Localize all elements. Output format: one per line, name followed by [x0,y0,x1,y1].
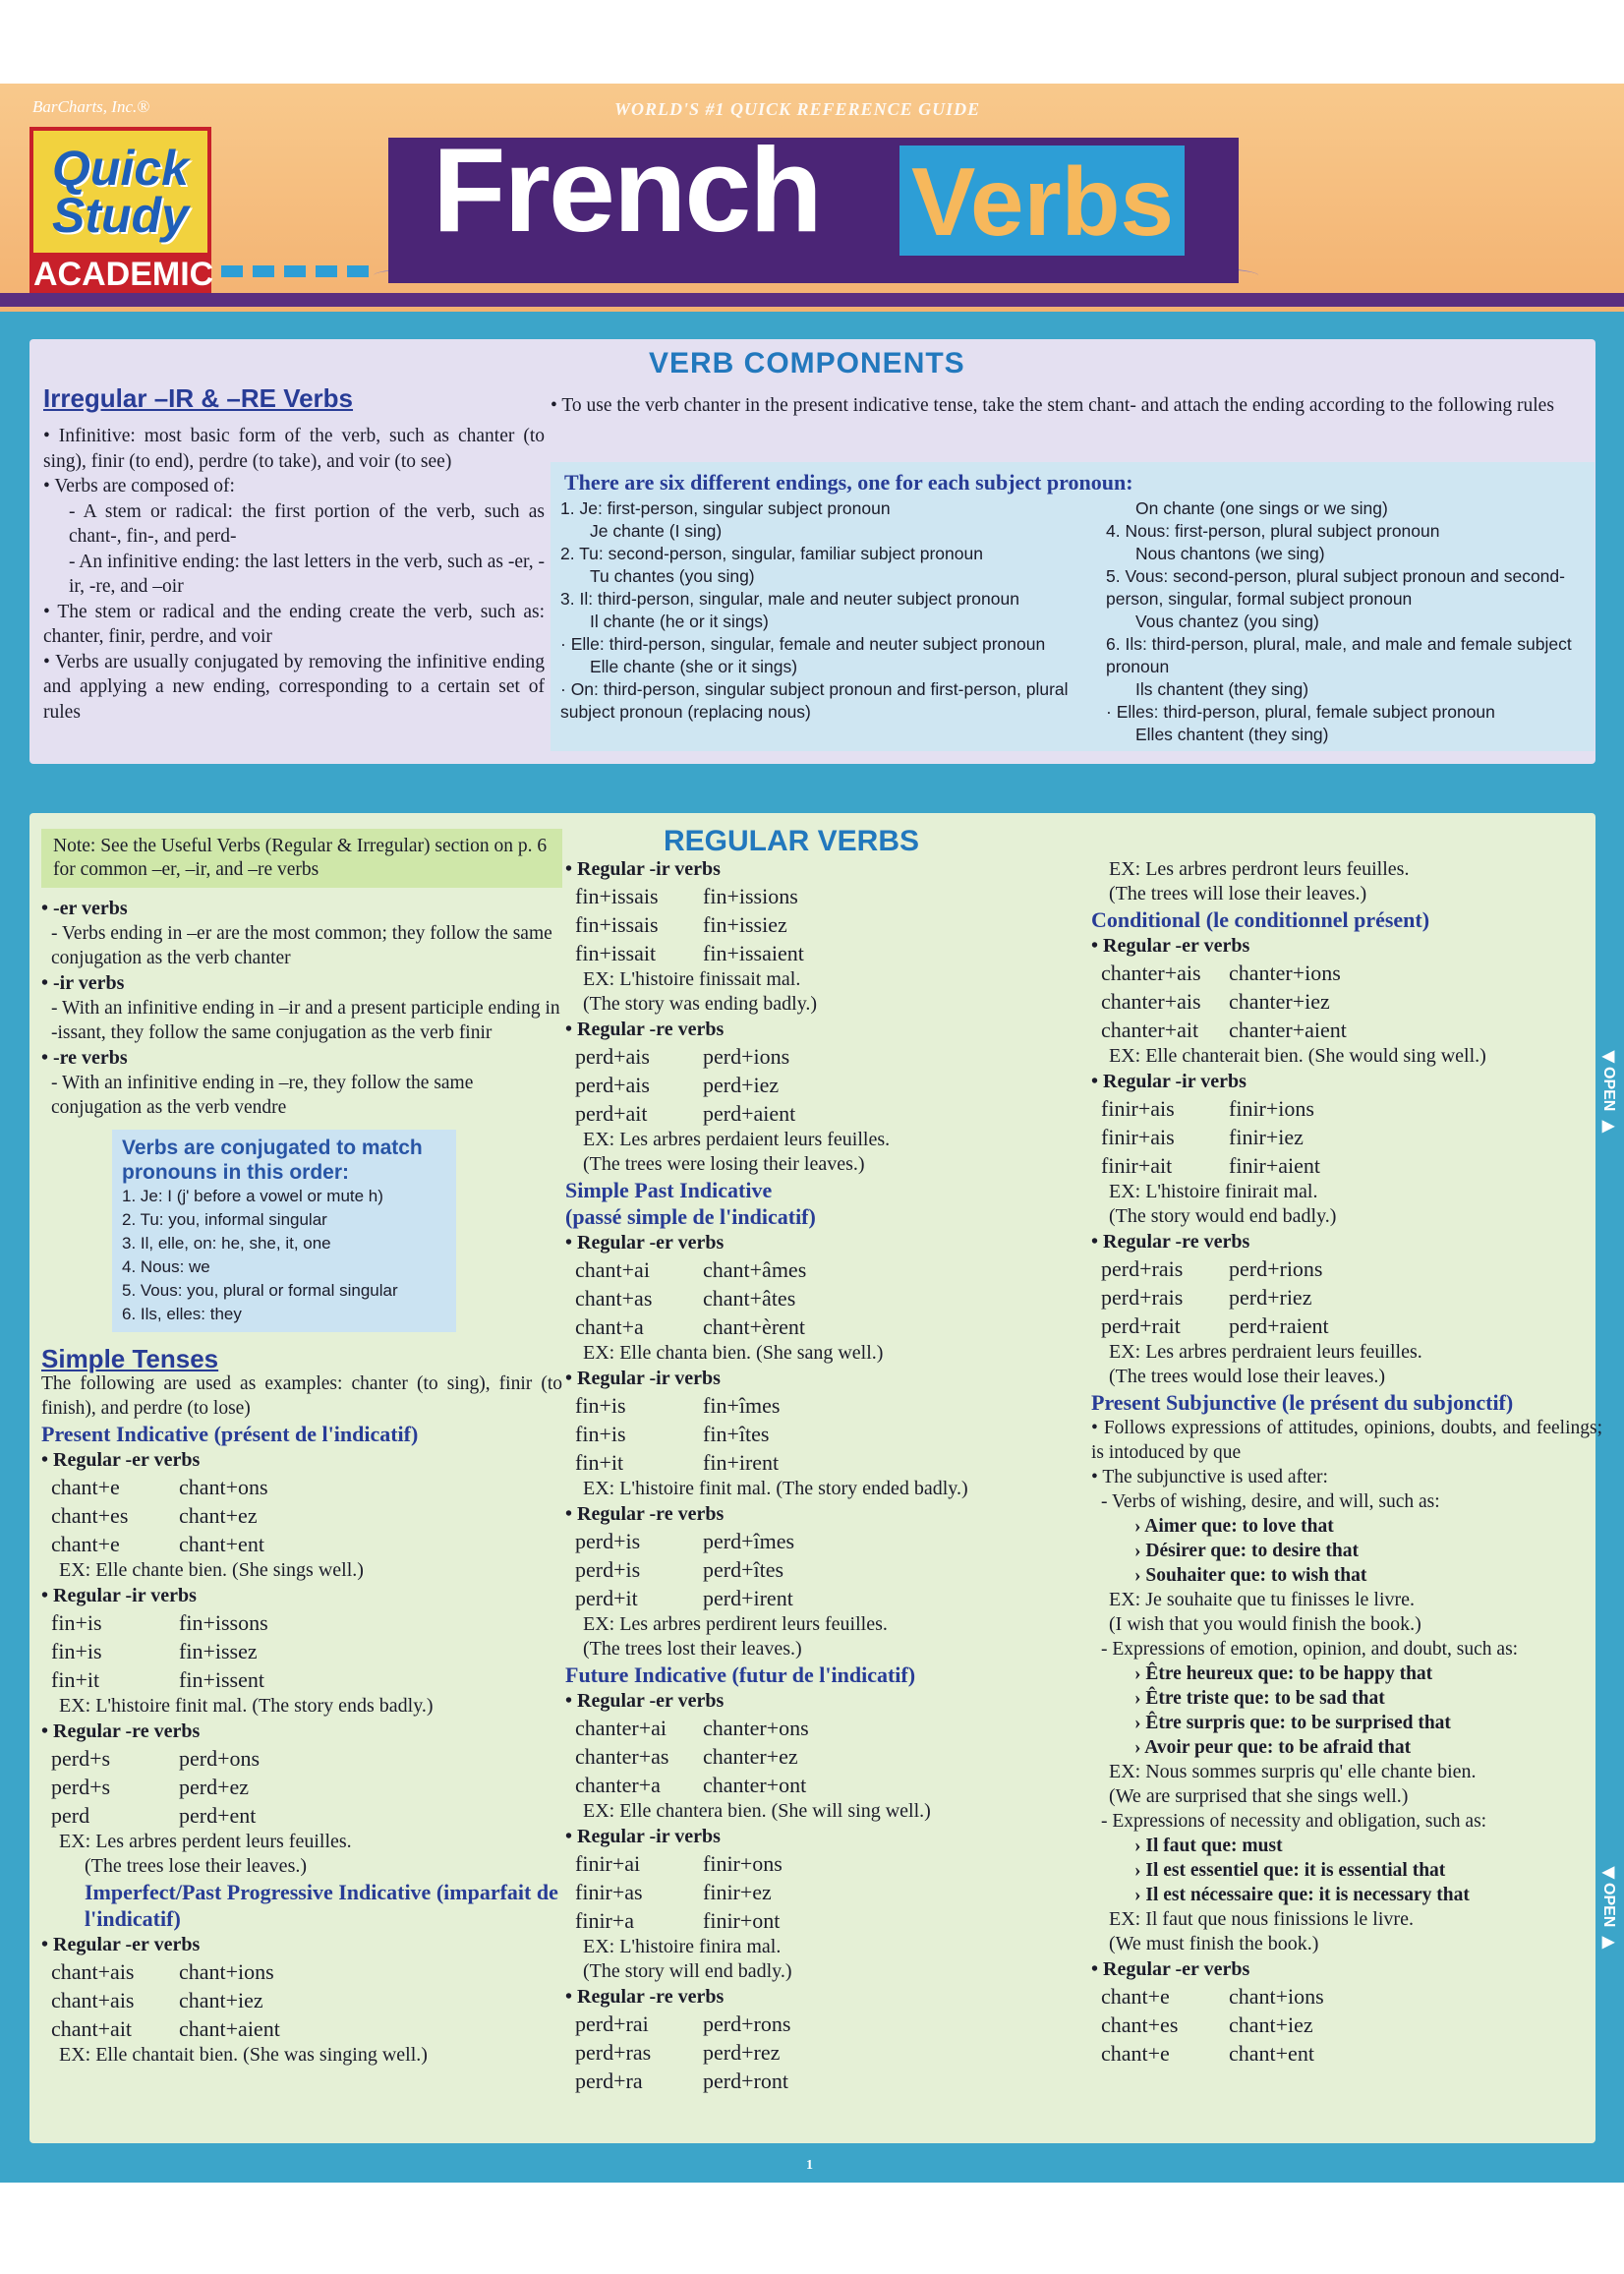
list-item: Ils chantent (they sing) [1135,679,1309,699]
page-title: French [433,123,821,257]
conj-cell: chant+e [1101,1984,1170,2009]
conj-row [1091,1982,1602,2011]
conj-cell: chant+ais [51,1959,135,1984]
conj-cell: chant+e [51,1475,120,1499]
conj-cell: perd+ais [575,1073,650,1097]
conj-cell: perd+irent [703,1586,793,1610]
list-item: › Il est essentiel que: it is essential that [1134,1860,1446,1881]
conj-row [565,1284,1096,1312]
conj-cell: perd+raient [1229,1313,1329,1338]
example: EX: L'histoire finissait mal. [583,968,801,990]
conj-row [565,882,1096,910]
conj-cell: perd+ais [575,1044,650,1069]
irregular-verbs-list [43,424,545,725]
future-title: Future Indicative (futur de l'indicatif) [565,1662,916,1687]
conj-cell: perd+ions [703,1044,790,1069]
conj-row [1091,1283,1602,1312]
endings-left-list [560,497,1072,724]
conj-cell: chant+ais [51,1988,135,2012]
subjunctive-bullet: • Follows expressions of attitudes, opinions, doubts, and feelings; is intoduced by que [1091,1418,1602,1463]
verb-components-intro: • To use the verb chanter in the present indicative tense, take the stem chant- and attach the ending according to the following rules [551,395,1554,416]
conj-cell: chanter+ai [575,1716,667,1740]
ir-verbs-label: • -ir verbs [41,972,125,994]
list-item: 6. Ils, elles: they [122,1305,242,1323]
conj-row [565,1527,1096,1555]
conj-row [565,1312,1096,1341]
conj-label: • Regular -er verbs [1091,1958,1250,1980]
list-item: 5. Vous: second-person, plural subject pronoun and second-person, singular, formal subject pronoun [1106,566,1565,609]
decorative-dash [347,265,369,277]
regular-verbs-heading: REGULAR VERBS [664,825,920,857]
header-banner [0,84,1624,312]
list-item: › Il est nécessaire que: it is necessary that [1134,1885,1470,1905]
list-item: 4. Nous: first-person, plural subject pronoun [1106,521,1440,541]
list-item: • Verbs are usually conjugated by removing the infinitive ending and applying a new ending, corresponding to a certain set of rules [43,651,545,723]
conj-cell: chanter+ons [703,1716,809,1740]
example: EX: Elle chanterait bien. (She would sing well.) [1109,1045,1486,1067]
conj-cell: fin+îmes [703,1393,781,1418]
conj-cell: chanter+ez [703,1744,798,1769]
conj-cell: chanter+ais [1101,989,1201,1014]
list-item: 5. Vous: you, plural or formal singular [122,1281,398,1300]
conj-cell: perd+rais [1101,1285,1184,1310]
pronoun-order-title: Verbs are conjugated to match pronouns in this order: [122,1137,423,1184]
example-translation: (The story will end badly.) [583,1960,792,1982]
list-item: Tu chantes (you sing) [590,566,755,586]
conj-cell: chant+ai [575,1257,650,1282]
conj-cell: fin+is [51,1610,102,1635]
example-translation: (We are surprised that she sings well.) [1109,1785,1409,1807]
conj-row [565,1099,1096,1128]
conj-cell: fin+issaient [703,941,804,965]
subjunctive-necessity-label: - Expressions of necessity and obligation, such as: [1101,1811,1487,1832]
list-item: › Souhaiter que: to wish that [1134,1565,1367,1586]
conj-row [565,1584,1096,1612]
conj-cell: fin+it [51,1667,100,1692]
conj-cell: fin+issais [575,884,659,908]
open-arrow-icon: ◀ [1601,1864,1615,1881]
pronoun-order-box [112,1130,456,1332]
example-translation: (The trees will lose their leaves.) [1109,883,1367,904]
example: EX: Les arbres perdront leurs feuilles. [1109,858,1410,880]
conj-cell: finir+as [575,1880,643,1904]
list-item: • Infinitive: most basic form of the verb, such as chanter (to sing), finir (to end), perdre (to take), and voir (to see) [43,426,545,472]
conj-row [565,1878,1096,1906]
list-item: Il chante (he or it sings) [590,612,769,631]
conj-row [565,1849,1096,1878]
list-item: Nous chantons (we sing) [1135,544,1325,563]
conj-cell: chant+âtes [703,1286,796,1311]
conj-cell: perd [51,1803,90,1828]
conj-cell: chanter+as [575,1744,669,1769]
conj-cell: finir+ait [1101,1153,1173,1178]
conj-cell: fin+issais [575,912,659,937]
conj-row [565,1555,1096,1584]
conj-cell: fin+issons [179,1610,268,1635]
example-translation: (We must finish the book.) [1109,1933,1319,1954]
example-translation: (The story was ending badly.) [583,993,818,1015]
conj-cell: perd+it [575,1586,638,1610]
conj-cell: perd+ras [575,2040,652,2065]
example: EX: L'histoire finirait mal. [1109,1181,1318,1202]
conj-label: • Regular -re verbs [1091,1231,1250,1253]
endings-right-list [1106,497,1588,746]
conj-cell: chant+ait [51,2016,133,2041]
simple-past-title: Simple Past Indicative [565,1178,773,1202]
conj-cell: perd+s [51,1746,111,1771]
conj-row [565,939,1096,967]
subjunctive-emotion-label: - Expressions of emotion, opinion, and doubt, such as: [1101,1639,1519,1660]
conj-row [565,2010,1096,2038]
list-item: 3. Il: third-person, singular, male and neuter subject pronoun [560,589,1019,609]
conj-label: • Regular -ir verbs [41,1585,197,1606]
conj-row [1091,2039,1602,2068]
list-item: • Verbs are composed of: [43,476,235,496]
conj-cell: chant+iez [179,1988,263,2012]
conj-cell: perd+rez [703,2040,781,2065]
conj-row [41,1773,562,1801]
conj-label: • Regular -er verbs [565,1232,725,1254]
list-item: › Être triste que: to be sad that [1134,1688,1385,1709]
list-item: Vous chantez (you sing) [1135,612,1319,631]
simple-tenses-title: Simple Tenses [41,1344,219,1373]
conj-cell: finir+ez [703,1880,772,1904]
list-item: - A stem or radical: the first portion of the verb, such as chant-, fin-, and perd- [69,500,545,547]
imperfect-title: Imperfect/Past Progressive Indicative (imparfait de l'indicatif) [85,1880,558,1931]
conj-cell: chant+as [575,1286,653,1311]
example: EX: L'histoire finira mal. [583,1936,782,1957]
conj-cell: chant+ent [179,1532,264,1556]
conj-row [41,1530,562,1558]
endings-box [551,462,1595,751]
conj-label: • Regular -er verbs [565,1690,725,1712]
conj-cell: finir+aient [1229,1153,1321,1178]
list-item: › Il faut que: must [1134,1836,1283,1856]
decorative-dash [221,265,243,277]
conj-cell: finir+ais [1101,1096,1175,1121]
list-item: 2. Tu: second-person, singular, familiar subject pronoun [560,544,983,563]
conj-cell: chanter+iez [1229,989,1330,1014]
conj-cell: finir+ais [1101,1125,1175,1149]
conj-cell: perd+aient [703,1101,796,1126]
conj-cell: fin+is [575,1422,626,1446]
conj-cell: perd+is [575,1557,641,1582]
conj-label: • Regular -re verbs [565,1986,725,2008]
list-item: - An infinitive ending: the last letters in the verb, such as -er, -ir, -re, and –oir [69,551,545,597]
re-verbs-label: • -re verbs [41,1047,128,1069]
open-tab-label: OPEN [1600,1883,1617,1928]
example-translation: (The trees lost their leaves.) [583,1638,802,1660]
conj-row [41,1744,562,1773]
conj-row [565,1071,1096,1099]
conj-cell: chant+èrent [703,1314,806,1339]
regular-verbs-panel [29,813,1602,2143]
list-item: On chante (one sings or we sing) [1135,498,1388,518]
irregular-verbs-section [43,383,545,725]
subjunctive-wish-label: - Verbs of wishing, desire, and will, such as: [1101,1491,1440,1512]
conj-cell: chant+iez [1229,2012,1313,2037]
conj-label: • Regular -ir verbs [565,1826,721,1847]
conj-row [41,2014,562,2043]
example: EX: Il faut que nous finissions le livre. [1109,1908,1414,1930]
conj-cell: chant+ons [179,1475,268,1499]
conj-cell: chant+e [1101,2041,1170,2066]
conj-cell: chanter+a [575,1773,661,1797]
conj-row [41,1801,562,1830]
conj-cell: perd+rait [1101,1313,1181,1338]
conj-label: • Regular -re verbs [565,1019,725,1040]
conj-row [1091,1123,1602,1151]
conj-label: • Regular -ir verbs [1091,1071,1247,1092]
conj-cell: chanter+ait [1101,1018,1199,1042]
open-arrow-icon: ◀ [1601,1048,1615,1065]
column-3 [1091,857,1602,2068]
conj-cell: fin+issent [179,1667,264,1692]
conj-row [565,1042,1096,1071]
conj-cell: finir+ions [1229,1096,1314,1121]
example: EX: Les arbres perdent leurs feuilles. [59,1831,352,1852]
column-1 [41,829,562,2068]
conj-cell: perd+rons [703,2012,791,2036]
column-2 [565,825,1096,2095]
conj-cell: perd+iez [703,1073,780,1097]
conj-cell: fin+issiez [703,912,787,937]
list-item: › Être surpris que: to be surprised that [1134,1713,1451,1733]
conj-cell: finir+iez [1229,1125,1304,1149]
conj-label: • Regular -ir verbs [565,858,721,880]
conj-row [565,1906,1096,1935]
conj-cell: chant+es [1101,2012,1179,2037]
conj-row [41,1986,562,2014]
conj-label: • Regular -er verbs [1091,935,1250,957]
header-divider [0,293,1624,307]
conj-row [565,2038,1096,2067]
example: EX: Elle chanta bien. (She sang well.) [583,1342,884,1364]
conj-cell: perd+ent [179,1803,257,1828]
conj-row [41,1473,562,1501]
conditional-title: Conditional (le conditionnel présent) [1091,907,1430,932]
open-tab[interactable] [1597,1047,1619,1137]
list-item: 6. Ils: third-person, plural, male, and male and female subject pronoun [1106,634,1572,676]
quickstudy-logo [29,127,214,300]
conj-cell: fin+issions [703,884,798,908]
example: EX: Les arbres perdirent leurs feuilles. [583,1613,888,1635]
conj-cell: chanter+aient [1229,1018,1347,1042]
decorative-dash [284,265,306,277]
list-item: Elle chante (she or it sings) [590,657,798,676]
conj-cell: perd+ra [575,2069,643,2093]
example: EX: Elle chantait bien. (She was singing well.) [59,2044,428,2066]
conj-row [1091,1151,1602,1180]
conj-cell: chant+ions [1229,1984,1324,2009]
conj-row [565,1771,1096,1799]
example-translation: (I wish that you would finish the book.) [1109,1613,1421,1635]
example: EX: Elle chante bien. (She sings well.) [59,1559,364,1581]
list-item: · Elles: third-person, plural, female subject pronoun [1106,702,1495,722]
conj-row [1091,2011,1602,2039]
conj-row [1091,1094,1602,1123]
list-item: › Avoir peur que: to be afraid that [1134,1737,1412,1758]
logo-academic: ACADEMIC [33,253,207,296]
list-item: 4. Nous: we [122,1257,210,1276]
decorative-dash [253,265,274,277]
list-item: 3. Il, elle, on: he, she, it, one [122,1234,331,1253]
conj-row [1091,1254,1602,1283]
page-number: 1 [806,2158,813,2173]
conj-cell: chant+ent [1229,2041,1314,2066]
example: EX: Elle chantera bien. (She will sing well.) [583,1800,931,1822]
conj-cell: perd+ait [575,1101,648,1126]
conj-cell: chant+aient [179,2016,280,2041]
conj-row [565,1448,1096,1477]
conj-row [565,1714,1096,1742]
open-arrow-icon: ▶ [1601,1934,1615,1952]
subjunctive-bullet: • The subjunctive is used after: [1091,1467,1328,1487]
conj-cell: chant+es [51,1503,129,1528]
list-item: Elles chantent (they sing) [1135,725,1329,744]
subjunctive-title: Present Subjunctive (le présent du subjonctif) [1091,1390,1514,1415]
conj-cell: finir+ont [703,1908,781,1933]
conj-label: • Regular -re verbs [41,1720,201,1742]
logo-quick: Quick [52,141,189,196]
conj-row [41,1957,562,1986]
simple-tenses-text: The following are used as examples: chanter (to sing), finir (to finish), and perdre (to lose) [41,1373,562,1419]
conj-cell: chant+e [51,1532,120,1556]
er-verbs-label: • -er verbs [41,898,128,919]
open-tab[interactable] [1597,1863,1619,1953]
page-title-accent: Verbs [911,147,1174,256]
example-translation: (The story would end badly.) [1109,1205,1337,1227]
decorative-dash [316,265,337,277]
conj-cell: perd+îmes [703,1529,795,1553]
conj-cell: finir+a [575,1908,635,1933]
conj-row [41,1637,562,1665]
conj-row [41,1501,562,1530]
verb-components-heading: VERB COMPONENTS [649,347,965,379]
conj-cell: fin+îtes [703,1422,770,1446]
conj-cell: perd+s [51,1775,111,1799]
conj-cell: fin+it [575,1450,624,1475]
conj-row [41,1665,562,1694]
conj-row [565,1420,1096,1448]
publisher-name: BarCharts, Inc.® [32,97,150,116]
example-translation: (The trees lose their leaves.) [85,1855,308,1877]
conj-cell: perd+ons [179,1746,261,1771]
conj-cell: fin+irent [703,1450,780,1475]
example: EX: Les arbres perdaient leurs feuilles. [583,1129,891,1150]
conj-cell: chant+ions [179,1959,274,1984]
conj-cell: fin+is [575,1393,626,1418]
conj-cell: perd+rai [575,2012,649,2036]
conj-cell: fin+is [51,1639,102,1663]
re-verbs-text: - With an infinitive ending in –re, they follow the same conjugation as the verb vendre [51,1073,474,1118]
verb-components-panel [29,339,1595,764]
example-translation: (The trees were losing their leaves.) [583,1153,865,1175]
conj-cell: finir+ons [703,1851,783,1876]
open-tab-label: OPEN [1600,1067,1617,1112]
conj-cell: chanter+ions [1229,961,1341,985]
conj-cell: chant+ez [179,1503,258,1528]
list-item: 1. Je: I (j' before a vowel or mute h) [122,1187,383,1205]
irregular-verbs-title: Irregular –IR & –RE Verbs [43,383,354,413]
conj-row [1091,1312,1602,1340]
conj-row [565,910,1096,939]
ir-verbs-text: - With an infinitive ending in –ir and a present participle ending in -issant, they follow the same conjugation as the verb finir [51,998,560,1043]
er-verbs-text: - Verbs ending in –er are the most common; they follow the same conjugation as the verb chanter [51,923,552,968]
list-item: · Elle: third-person, singular, female and neuter subject pronoun [560,634,1046,654]
conj-row [1091,959,1602,987]
conj-cell: fin+issait [575,941,657,965]
example: EX: Nous sommes surpris qu' elle chante bien. [1109,1761,1477,1782]
conj-cell: finir+ai [575,1851,641,1876]
conj-label: • Regular -er verbs [41,1449,201,1471]
conj-row [41,1608,562,1637]
conj-cell: perd+ront [703,2069,788,2093]
list-item: › Être heureux que: to be happy that [1134,1663,1433,1684]
conj-cell: perd+rions [1229,1256,1323,1281]
open-arrow-icon: ▶ [1601,1118,1615,1136]
conj-label: • Regular -re verbs [565,1503,725,1525]
conj-label: • Regular -er verbs [41,1934,201,1955]
list-item: Je chante (I sing) [590,521,723,541]
conj-row [1091,987,1602,1016]
list-item: • The stem or radical and the ending create the verb, such as: chanter, finir, perdre, and voir [43,601,545,647]
example-translation: (The trees would lose their leaves.) [1109,1366,1386,1387]
conj-row [565,1255,1096,1284]
conj-label: • Regular -ir verbs [565,1368,721,1389]
note-box: Note: See the Useful Verbs (Regular & Irregular) section on p. 6 for common –er, –ir, and –re verbs [41,829,562,888]
conj-cell: perd+îtes [703,1557,784,1582]
conj-cell: chanter+ont [703,1773,807,1797]
conj-row [1091,1016,1602,1044]
present-indicative-title: Present Indicative (présent de l'indicatif) [41,1422,419,1446]
conj-cell: chant+a [575,1314,644,1339]
conj-row [565,1391,1096,1420]
conj-cell: perd+rais [1101,1256,1184,1281]
conj-cell: chant+âmes [703,1257,807,1282]
list-item: 1. Je: first-person, singular subject pronoun [560,498,891,518]
list-item: · On: third-person, singular subject pronoun and first-person, plural subject pronoun (replacing nous) [560,679,1069,722]
example: EX: Les arbres perdraient leurs feuilles. [1109,1341,1422,1363]
conj-cell: perd+is [575,1529,641,1553]
list-item: 2. Tu: you, informal singular [122,1210,327,1229]
conj-cell: perd+riez [1229,1285,1312,1310]
conj-cell: perd+ez [179,1775,250,1799]
conj-cell: chanter+ais [1101,961,1201,985]
conj-cell: fin+issez [179,1639,258,1663]
endings-title: There are six different endings, one for each subject pronoun: [564,470,1133,495]
simple-past-title-fr: (passé simple de l'indicatif) [565,1204,816,1229]
list-item: › Désirer que: to desire that [1134,1541,1360,1561]
logo-study: Study [52,188,189,243]
example: EX: Je souhaite que tu finisses le livre. [1109,1589,1416,1610]
tagline: WORLD'S #1 QUICK REFERENCE GUIDE [614,99,981,119]
example: EX: L'histoire finit mal. (The story ended badly.) [583,1478,968,1499]
conj-row [565,2067,1096,2095]
conj-row [565,1742,1096,1771]
example: EX: L'histoire finit mal. (The story ends badly.) [59,1695,434,1717]
list-item: › Aimer que: to love that [1134,1516,1334,1537]
